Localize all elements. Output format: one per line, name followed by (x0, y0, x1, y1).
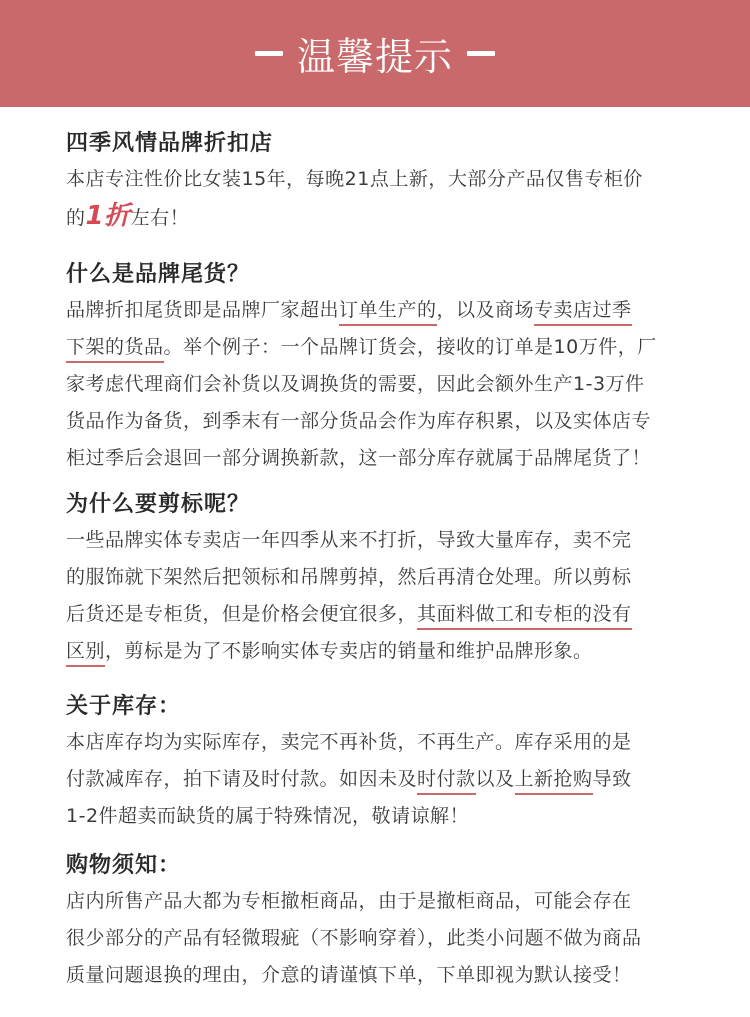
paragraph-line: 店内所售产品大都为专柜撤柜商品，由于是撤柜商品，可能会存在 (66, 890, 632, 912)
paragraph-line: 本店库存均为实际库存，卖完不再补货，不再生产。库存采用的是 (66, 731, 632, 753)
text: 导致 (592, 768, 632, 790)
intro-text: 的 (66, 207, 86, 229)
intro-line: 本店专注性价比女装15年，每晚21点上新，大部分产品仅售专柜价 (66, 168, 643, 190)
brand-surplus-section (66, 260, 696, 477)
highlight-text: 订单生产的 (339, 299, 437, 326)
tag-cutting-heading: 为什么要剪标呢？ (66, 492, 251, 517)
shopping-notice-section (66, 851, 696, 994)
text: 后货还是专柜货，但是价格会便宜很多， (66, 603, 418, 625)
intro-paragraph (66, 161, 696, 237)
paragraph-line (66, 329, 696, 366)
banner-content (255, 26, 495, 81)
discount-emphasis: 1折 (85, 201, 131, 231)
left-dash-decoration (255, 51, 283, 56)
paragraph-line: 很少部分的产品有轻微瑕疵（不影响穿着），此类小问题不做为商品 (66, 927, 642, 949)
text: ，剪标是为了不影响实体专卖店的销量和维护品牌形象。 (105, 640, 593, 662)
highlight-text: 下架的货品 (66, 336, 164, 363)
text: ，以及商场 (436, 299, 535, 321)
inventory-section (66, 692, 696, 835)
inventory-paragraph (66, 724, 696, 835)
text: 付款减库存，拍下请及时付款。如因未及 (66, 768, 418, 790)
highlight-text: 专卖店过季 (534, 299, 632, 326)
paragraph-line: 柜过季后会退回一部分调换新款，这一部分库存就属于品牌尾货了！ (66, 447, 652, 469)
intro-text: 左右！ (130, 207, 190, 229)
paragraph-line: 货品作为备货，到季末有一部分货品会作为库存积累，以及实体店专 (66, 410, 652, 432)
highlight-text: 其面料做工和专柜的没有 (417, 603, 632, 630)
intro-section (66, 129, 696, 237)
paragraph-line (66, 633, 696, 670)
inventory-heading: 关于库存： (66, 694, 182, 719)
store-name-heading: 四季风情品牌折扣店 (66, 131, 274, 156)
header-banner (0, 0, 750, 107)
paragraph-line: 的服饰就下架然后把领标和吊牌剪掉，然后再清仓处理。所以剪标 (66, 566, 632, 588)
right-dash-decoration (467, 51, 495, 56)
text: 。举个例子：一个品牌订货会，接收的订单是10万件，厂 (163, 336, 657, 358)
highlight-text: 上新抢购 (515, 768, 593, 795)
brand-surplus-heading: 什么是品牌尾货？ (66, 262, 251, 287)
intro-line (66, 198, 696, 237)
paragraph-line (66, 596, 696, 633)
paragraph-line (66, 292, 696, 329)
paragraph-line: 一些品牌实体专卖店一年四季从来不打折，导致大量库存，卖不完 (66, 529, 632, 551)
shopping-notice-paragraph (66, 883, 696, 994)
brand-surplus-paragraph (66, 292, 696, 477)
tag-cutting-paragraph (66, 522, 696, 670)
tag-cutting-section (66, 490, 696, 670)
highlight-text: 区别 (66, 640, 105, 667)
paragraph-line: 1-2件超卖而缺货的属于特殊情况，敬请谅解！ (66, 805, 470, 827)
paragraph-line: 家考虑代理商们会补货以及调换货的需要，因此会额外生产1-3万件 (66, 373, 645, 395)
text: 以及 (475, 768, 515, 790)
paragraph-line: 质量问题退换的理由，介意的请谨慎下单，下单即视为默认接受！ (66, 964, 632, 986)
text: 品牌折扣尾货即是品牌厂家超出 (66, 299, 340, 321)
banner-title: 温馨提示 (296, 35, 453, 79)
paragraph-line (66, 761, 696, 798)
highlight-text: 时付款 (417, 768, 476, 795)
shopping-notice-heading: 购物须知： (66, 853, 182, 878)
